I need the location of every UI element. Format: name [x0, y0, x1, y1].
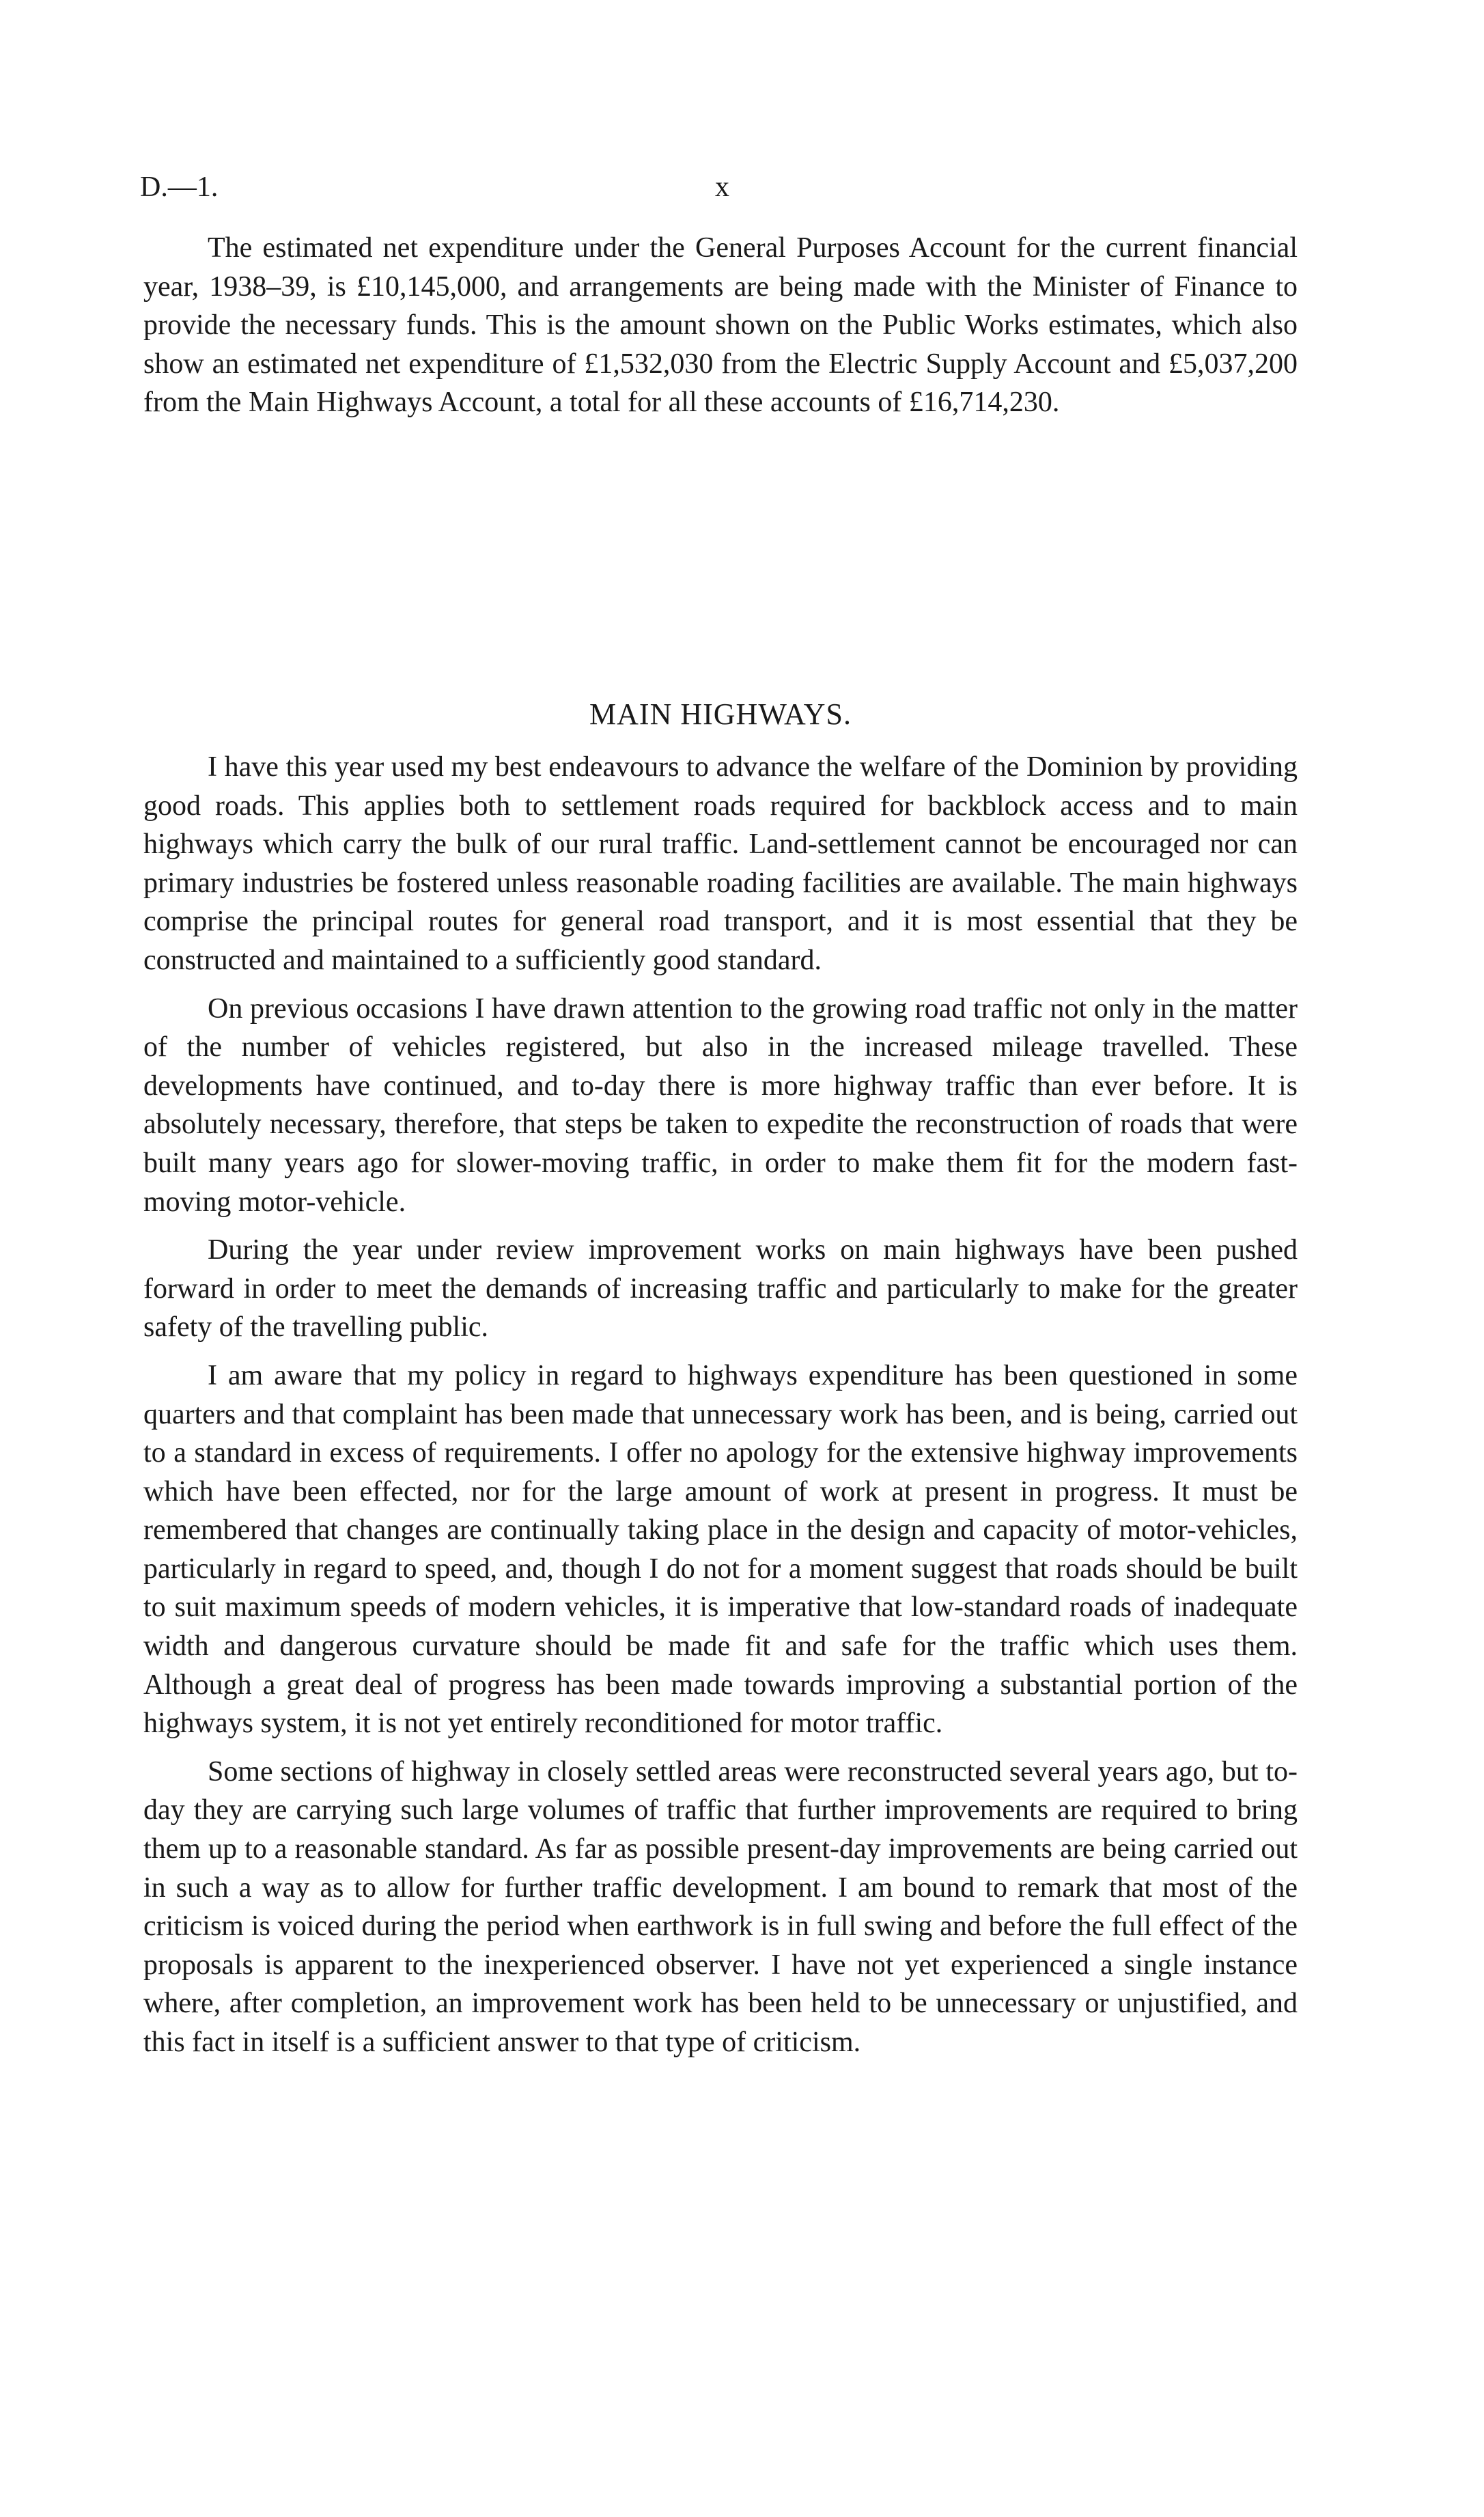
intro-paragraph: The estimated net expenditure under the General Purposes Account for the current financial year, 1938–39, is £10,145,000, and arrangements are being made with the Minister of Finance to provide the necessary funds. This is the amount shown on the Public Works estimates, which also show an estimated net expenditure of £1,532,030 from the Electric Supply Account and £5,037,200 from the Main Highways Account, a total for all these accounts of £16,714,230. [143, 232, 1298, 419]
paragraph: On previous occasions I have drawn attention to the growing road traffic not only in the matter of the number of vehicles registered, but also in the increased mileage travelled. These developments have continued, and to-day there is more highway traffic than ever before. It is absolutely necessary, therefore, that steps be taken to expedite the reconstruction of roads that were built many years ago for slower-moving traffic, in order to make them fit for the modern fast-moving motor-vehicle. [143, 992, 1298, 1218]
page-header [140, 171, 1301, 212]
paragraph: I have this year used my best endeavours to advance the welfare of the Dominion by providing good roads. This applies both to settlement roads required for backblock access and to main highways which carry the bulk of our rural traffic. Land-settlement cannot be encouraged nor can primary industries be fostered unless reasonable roading facilities are available. The main highways comprise the principal routes for general road transport, and it is most essential that they be constructed and maintained to a sufficiently good standard. [143, 751, 1298, 976]
paragraph: I am aware that my policy in regard to highways expenditure has been questioned in some quarters and that complaint has been made that unnecessary work has been, and is being, carried out to a standard in excess of requirements. I offer no apology for the extensive highway improvements which have been effected, nor for the large amount of work at present in progress. It must be remembered that changes are continually taking place in the design and capacity of motor-vehicles, particularly in regard to speed, and, though I do not for a moment suggest that roads should be built to suit maximum speeds of modern vehicles, it is imperative that low-standard roads of inadequate width and dangerous curvature should be made fit and safe for the traffic which uses them. Although a great deal of progress has been made towards improving a substantial portion of the highways system, it is not yet entirely reconditioned for motor traffic. [143, 1359, 1298, 1740]
document-reference: D.—1. [140, 171, 219, 203]
paragraph: Some sections of highway in closely settled areas were reconstructed several years ago, but to-day they are carrying such large volumes of traffic that further improvements are required to bring them up to a reasonable standard. As far as possible present-day improvements are being carried out in such a way as to allow for further traffic development. I am bound to remark that most of the criticism is voiced during the period when earthwork is in full swing and before the full effect of the proposals is apparent to the inexperienced observer. I have not yet experienced a single instance where, after completion, an improvement work has been held to be unnecessary or unjustified, and this fact in itself is a sufficient answer to that type of criticism. [143, 1755, 1298, 2058]
main-highways-section [143, 748, 1298, 2072]
page-number: x [715, 171, 729, 203]
intro-section [143, 229, 1298, 422]
paragraph: During the year under review improvement works on main highways have been pushed forward in order to meet the demands of increasing traffic and particularly to make for the greater safety of the travelling public. [143, 1234, 1298, 1344]
section-heading: MAIN HIGHWAYS. [589, 697, 852, 731]
